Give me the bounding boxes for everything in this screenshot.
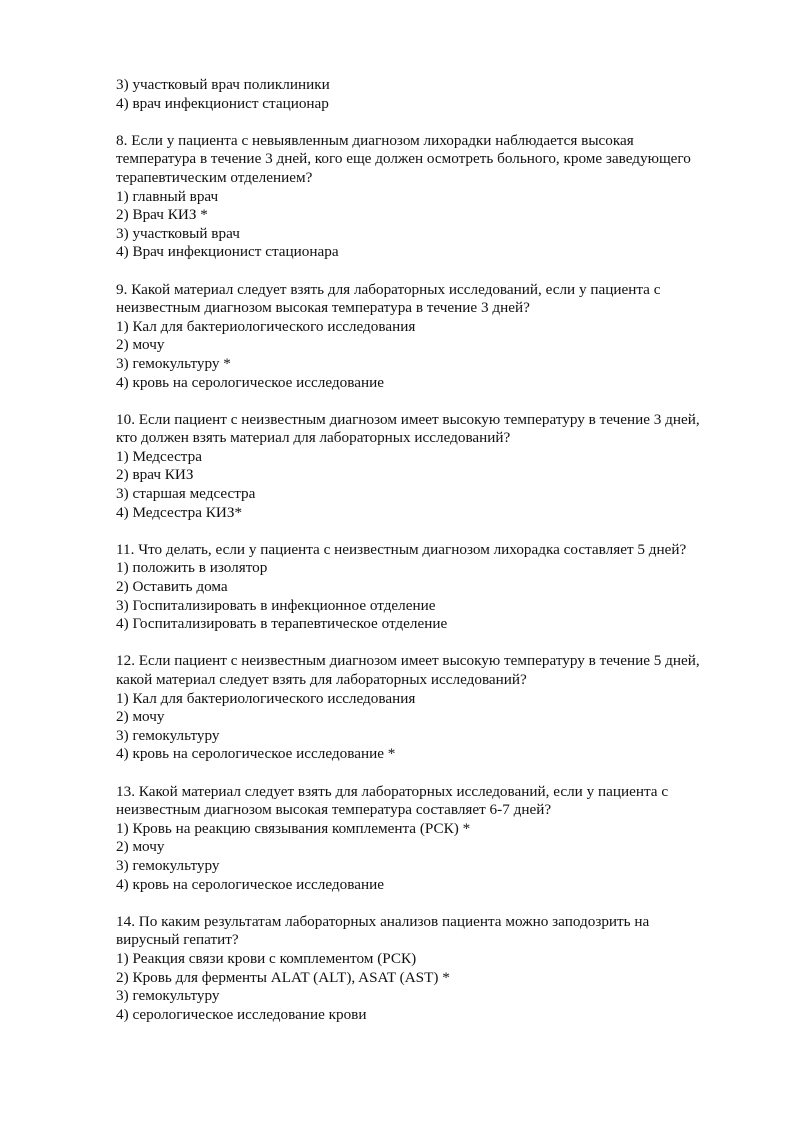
answer-option: 1) Кал для бактериологического исследования xyxy=(116,317,416,335)
question-text: 8. Если у пациента с невыявленным диагнозом лихорадки наблюдается высокая xyxy=(116,131,634,149)
question-text: 13. Какой материал следует взять для лабораторных исследований, если у пациента с xyxy=(116,782,669,800)
answer-option: 4) кровь на серологическое исследование * xyxy=(116,745,396,763)
answer-option: 2) Оставить дома xyxy=(116,578,228,596)
intro-answers xyxy=(116,76,756,113)
question-block xyxy=(116,913,756,1025)
question-block xyxy=(116,652,756,764)
answer-option: 2) мочу xyxy=(116,336,165,354)
question-text: 9. Какой материал следует взять для лабораторных исследований, если у пациента с xyxy=(116,280,661,298)
answer-option: 3) гемокультуру * xyxy=(116,354,231,372)
answer-option: 3) Госпитализировать в инфекционное отделение xyxy=(116,596,436,614)
answer-option: 2) мочу xyxy=(116,708,165,726)
answer-option: 3) гемокультуру xyxy=(116,987,220,1005)
answer-option: 2) мочу xyxy=(116,838,165,856)
answer-option: 4) врач инфекционист стационар xyxy=(116,94,329,112)
answer-option: 4) кровь на серологическое исследование xyxy=(116,373,384,391)
question-text: неизвестным диагнозом высокая температура составляет 6-7 дней? xyxy=(116,801,552,819)
answer-option: 3) участковый врач поликлиники xyxy=(116,76,330,93)
question-text: температура в течение 3 дней, кого еще должен осмотреть больного, кроме заведующего xyxy=(116,150,691,168)
answer-option: 3) гемокультуру xyxy=(116,856,220,874)
answer-option: 4) Медсестра КИЗ* xyxy=(116,503,243,521)
question-text: 11. Что делать, если у пациента с неизвестным диагнозом лихорадка составляет 5 дней? xyxy=(116,540,687,558)
answer-option: 4) Госпитализировать в терапевтическое отделение xyxy=(116,615,448,633)
question-text: какой материал следует взять для лабораторных исследований? xyxy=(116,671,527,688)
question-text: 14. По каким результатам лабораторных анализов пациента можно заподозрить на xyxy=(116,912,650,930)
answer-option: 3) гемокультуру xyxy=(116,726,220,744)
answer-option: 4) серологическое исследование крови xyxy=(116,1005,367,1023)
answer-option: 1) Кровь на реакцию связывания комплемента (РСК) * xyxy=(116,819,471,837)
question-text: кто должен взять материал для лабораторных исследований? xyxy=(116,429,511,447)
answer-option: 2) Кровь для ферменты ALAT (ALT), ASAT (AST) * xyxy=(116,968,450,986)
question-block xyxy=(116,281,756,393)
question-text: терапевтическим отделением? xyxy=(116,168,313,186)
question-block xyxy=(116,541,756,634)
answer-option: 1) Реакция связи крови с комплементом (РСК) xyxy=(116,949,417,967)
answer-option: 1) Медсестра xyxy=(116,447,202,465)
document-content xyxy=(116,76,756,1024)
question-block xyxy=(116,132,756,262)
question-text: 12. Если пациент с неизвестным диагнозом имеет высокую температуру в течение 5 дней, xyxy=(116,652,700,670)
answer-option: 1) главный врач xyxy=(116,187,219,205)
question-text: неизвестным диагнозом высокая температура в течение 3 дней? xyxy=(116,299,530,317)
answer-option: 2) Врач КИЗ * xyxy=(116,206,208,224)
answer-option: 4) кровь на серологическое исследование xyxy=(116,875,384,893)
answer-option: 3) участковый врач xyxy=(116,224,240,242)
answer-option: 1) Кал для бактериологического исследования xyxy=(116,689,416,707)
question-text: вирусный гепатит? xyxy=(116,931,239,949)
answer-option: 2) врач КИЗ xyxy=(116,466,194,484)
question-block xyxy=(116,783,756,895)
answer-option: 1) положить в изолятор xyxy=(116,559,268,577)
question-text: 10. Если пациент с неизвестным диагнозом имеет высокую температуру в течение 3 дней, xyxy=(116,410,700,428)
question-block xyxy=(116,411,756,523)
answer-option: 3) старшая медсестра xyxy=(116,485,256,503)
answer-option: 4) Врач инфекционист стационара xyxy=(116,243,339,261)
